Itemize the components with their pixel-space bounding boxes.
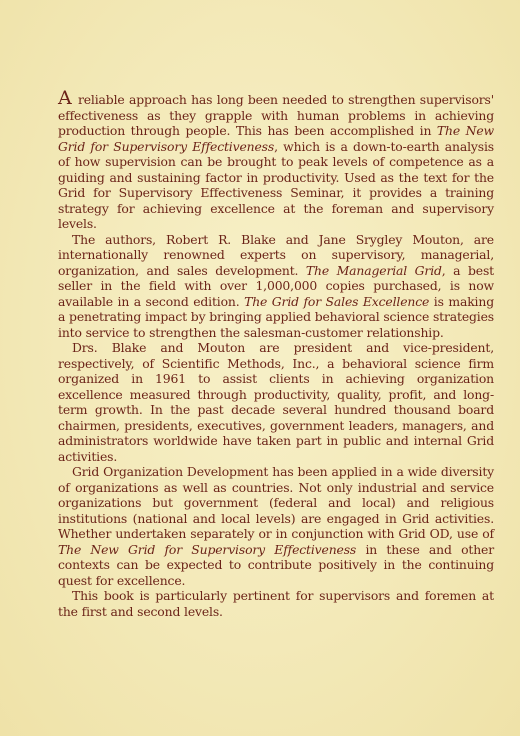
paragraph-audience — [58, 588, 494, 619]
book-title-new-grid: The New Grid for Supervisory Effectiveness — [58, 123, 494, 154]
text-run: reliable approach has long been needed to strengthen supervisors' effectiveness as they grapple with human problems in achieving production through people. This has been accomplished in — [58, 92, 494, 138]
book-title-managerial-grid: The Managerial Grid — [305, 262, 442, 278]
text-run: Drs. Blake and Mouton are president and vice-president, respectively, of Scientific Methods, Inc., a behavioral science firm organized in 1961 to assist clients in achieving organization excellence measured through productivity, quality, profit, and long-term growth. In the past decade several hundred thousand board chairmen, presidents, executives, government leaders, managers, and administrators worldwide have taken part in public and internal Grid activities. — [58, 340, 494, 464]
text-run: is making a penetrating impact by bringing applied behavioral science strategies into service to strengthen the salesman-customer relationship. — [58, 293, 494, 340]
book-title-new-grid: The New Grid for Supervisory Effectiveness — [58, 541, 357, 557]
text-run: Grid Organization Development has been applied in a wide diversity of organizations as well as countries. Not only industrial and service organizations but government (federal and local) and religious institutions (national and local levels) are engaged in Grid activities. Whether undertaken separately or in conjunction with Grid OD, use of — [58, 464, 494, 541]
text-run: , a best seller in the field with over 1,000,000 copies purchased, is now available in a second edition. — [58, 262, 495, 309]
text-run: The authors, Robert R. Blake and Jane Srygley Mouton, are internationally renowned experts on supervisory, managerial, organization, and sales development. — [58, 231, 494, 278]
paragraph-company — [58, 340, 494, 464]
text-run: in these and other contexts can be expected to contribute positively in the continuing quest for excellence. — [58, 541, 495, 588]
paragraph-intro — [58, 87, 494, 232]
paragraph-grid-od — [58, 464, 494, 588]
text-run: This book is particularly pertinent for supervisors and foremen at the first and second levels. — [58, 588, 494, 619]
text-run: , which is a down-to-earth analysis of how supervision can be brought to peak levels of competence as a guiding and sustaining factor in productivity. Used as the text for the Grid for Supervisory Effectiveness Seminar, it provides a training strategy for achieving excellence at the foreman and supervisory levels. — [58, 138, 494, 231]
book-title-sales-excellence: The Grid for Sales Excellence — [244, 293, 430, 309]
paragraph-authors — [58, 232, 494, 341]
drop-cap: A — [58, 87, 72, 109]
book-jacket-text — [58, 87, 495, 619]
